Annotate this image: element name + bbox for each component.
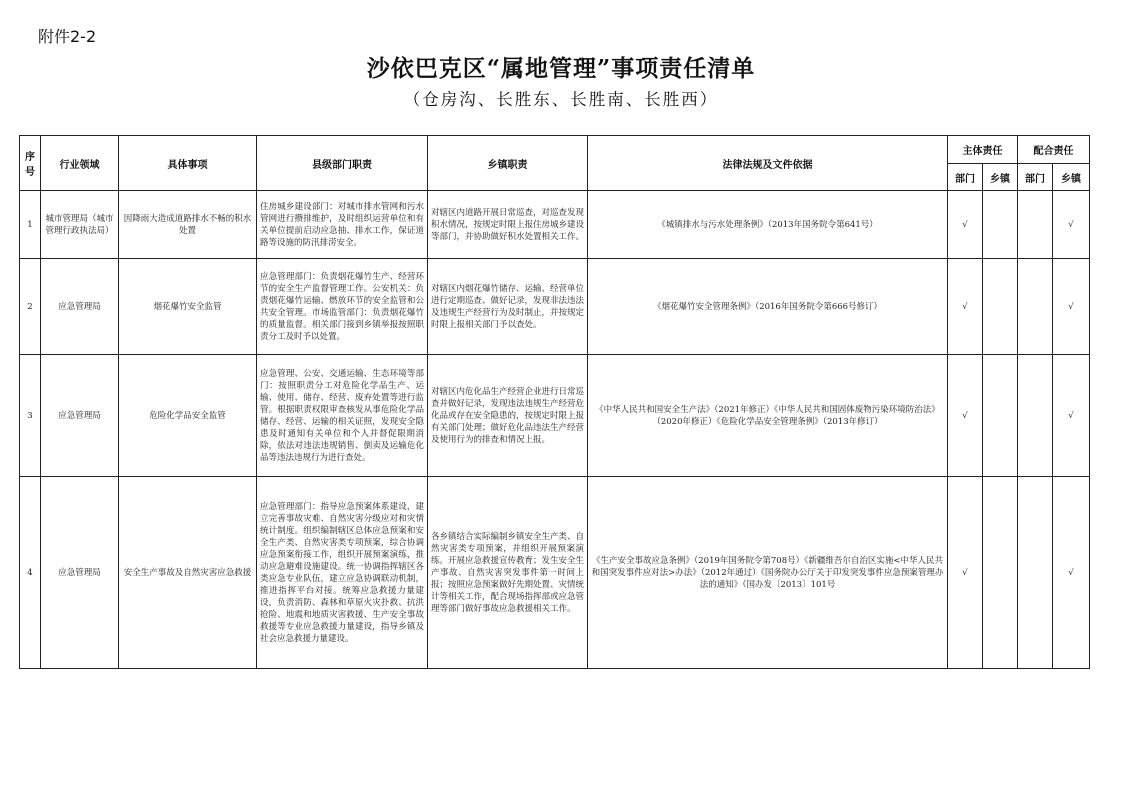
cell-matter: 安全生产事故及自然灾害应急救援 (119, 477, 257, 669)
cell-seq: 4 (20, 477, 41, 669)
cell-seq: 3 (20, 355, 41, 477)
cell-county-duty: 应急管理部门：指导应急预案体系建设，建立完善事故灾难、自然灾害分级应对和灾情统计制度。组织编制辖区总体应急预案和安全生产类、自然灾害类专项预案，综合协调应急预案衔接工作，组织开展预案演练，推动应急避难设施建设。统一协调指挥辖区各类应急专业队伍，建立应急协调联动机制，推进指挥平台对接。统筹应急救援力量建设，负责消防、森林和草原火灾扑救、抗洪抢险、地震和地质灾害救援、生产安全事故救援等专业应急救援力量建设，指导乡镇及社会应急救援力量建设。 (257, 477, 428, 669)
cell-matter: 危险化学品安全监管 (119, 355, 257, 477)
responsibility-table (19, 135, 1090, 669)
header-main-dept: 部门 (948, 164, 983, 191)
header-coop-responsibility: 配合责任 (1018, 136, 1090, 164)
cell-main-dept: √ (948, 259, 983, 355)
cell-matter: 烟花爆竹安全监管 (119, 259, 257, 355)
cell-law: 《城镇排水与污水处理条例》（2013年国务院令第641号） (588, 191, 948, 259)
document-subtitle: （仓房沟、长胜东、长胜南、长胜西） (403, 90, 719, 109)
header-main-town: 乡镇 (983, 164, 1018, 191)
cell-county-duty: 住房城乡建设部门：对城市排水管网和污水管网进行攒排维护，及时组织运营单位和有关单位提前启动应急抽、排水工作，保证道路等设施的防汛排涝安全。 (257, 191, 428, 259)
cell-main-town (983, 191, 1018, 259)
cell-industry: 应急管理局 (41, 477, 119, 669)
cell-coop-dept (1018, 355, 1053, 477)
cell-county-duty: 应急管理、公安、交通运输、生态环境等部门：按照职责分工对危险化学品生产、运输、使用、储存、经营、废弃处置等进行监管。根据职责权限审查核发从事危险化学品储存、经营、运输的相关证照，发现安全隐患及时通知有关单位和个人并督促限期消除，依法对违法违规销售、倒卖及运输危化品等违法违规行为进行查处。 (257, 355, 428, 477)
header-town-duty: 乡镇职责 (428, 136, 588, 191)
cell-seq: 1 (20, 191, 41, 259)
cell-main-town (983, 259, 1018, 355)
table-row (20, 355, 1090, 477)
document-title: 沙依巴克区“属地管理”事项责任清单 (366, 55, 756, 82)
header-coop-town: 乡镇 (1053, 164, 1090, 191)
cell-law: 《中华人民共和国安全生产法》（2021年修正）《中华人民共和国固体废物污染环境防治法》（2020年修正）《危险化学品安全管理条例》（2013年修订） (588, 355, 948, 477)
table-row (20, 477, 1090, 669)
cell-industry: 应急管理局 (41, 259, 119, 355)
cell-main-town (983, 477, 1018, 669)
cell-law: 《生产安全事故应急条例》（2019年国务院令第708号）《新疆维吾尔自治区实施<中华人民共和国突发事件应对法>办法》（2012年通过）《国务院办公厅关于印发突发事件应急预案管理办法的通知》（国办发〔2013〕101号 (588, 477, 948, 669)
cell-matter: 因降雨大造成道路排水不畅的积水处置 (119, 191, 257, 259)
header-matter: 具体事项 (119, 136, 257, 191)
table-row (20, 259, 1090, 355)
cell-coop-town: √ (1053, 355, 1090, 477)
cell-main-dept: √ (948, 191, 983, 259)
header-county-duty: 县级部门职责 (257, 136, 428, 191)
cell-industry: 城市管理局（城市管理行政执法局） (41, 191, 119, 259)
cell-main-dept: √ (948, 477, 983, 669)
cell-town-duty: 对辖区内危化品生产经营企业进行日常巡查并做好记录，发现违法违规生产经营危化品或存在安全隐患的，按规定时限上报有关部门处理；做好危化品违法生产经营及使用行为的排查和情况上报。 (428, 355, 588, 477)
cell-coop-dept (1018, 477, 1053, 669)
cell-coop-town: √ (1053, 191, 1090, 259)
header-coop-dept: 部门 (1018, 164, 1053, 191)
cell-main-town (983, 355, 1018, 477)
cell-county-duty: 应急管理部门：负责烟花爆竹生产、经营环节的安全生产监督管理工作。公安机关：负责烟花爆竹运输、燃放环节的安全监管和公共安全管理。市场监管部门：负责烟花爆竹的质量监督。相关部门接到乡镇举报按照职责分工及时予以处置。 (257, 259, 428, 355)
attachment-label: 附件2-2 (38, 27, 97, 46)
table-header (20, 136, 1090, 191)
cell-industry: 应急管理局 (41, 355, 119, 477)
cell-town-duty: 对辖区内道路开展日常巡查，对巡查发现积水情况，按规定时限上报住房城乡建设等部门，并协助做好积水处置相关工作。 (428, 191, 588, 259)
cell-seq: 2 (20, 259, 41, 355)
cell-coop-town: √ (1053, 259, 1090, 355)
cell-coop-dept (1018, 259, 1053, 355)
cell-town-duty: 对辖区内烟花爆竹储存、运输、经营单位进行定期巡查、做好记录，发现非法违法及违规生产经营行为及时制止，并按规定时限上报相关部门予以查处。 (428, 259, 588, 355)
header-main-responsibility: 主体责任 (948, 136, 1018, 164)
cell-town-duty: 各乡镇结合实际编制乡镇安全生产类、自然灾害类专项预案，并组织开展预案演练。开展应急救援宣传教育；发生安全生产事故、自然灾害突发事件第一时间上报；按照应急预案做好先期处置、灾情统计等相关工作，配合现场指挥部或应急管理等部门做好事故应急救援相关工作。 (428, 477, 588, 669)
cell-law: 《烟花爆竹安全管理条例》（2016年国务院令第666号修订） (588, 259, 948, 355)
cell-main-dept: √ (948, 355, 983, 477)
header-industry: 行业领域 (41, 136, 119, 191)
header-seq: 序号 (20, 136, 41, 191)
header-law: 法律法规及文件依据 (588, 136, 948, 191)
cell-coop-town: √ (1053, 477, 1090, 669)
cell-coop-dept (1018, 191, 1053, 259)
table-row (20, 191, 1090, 259)
